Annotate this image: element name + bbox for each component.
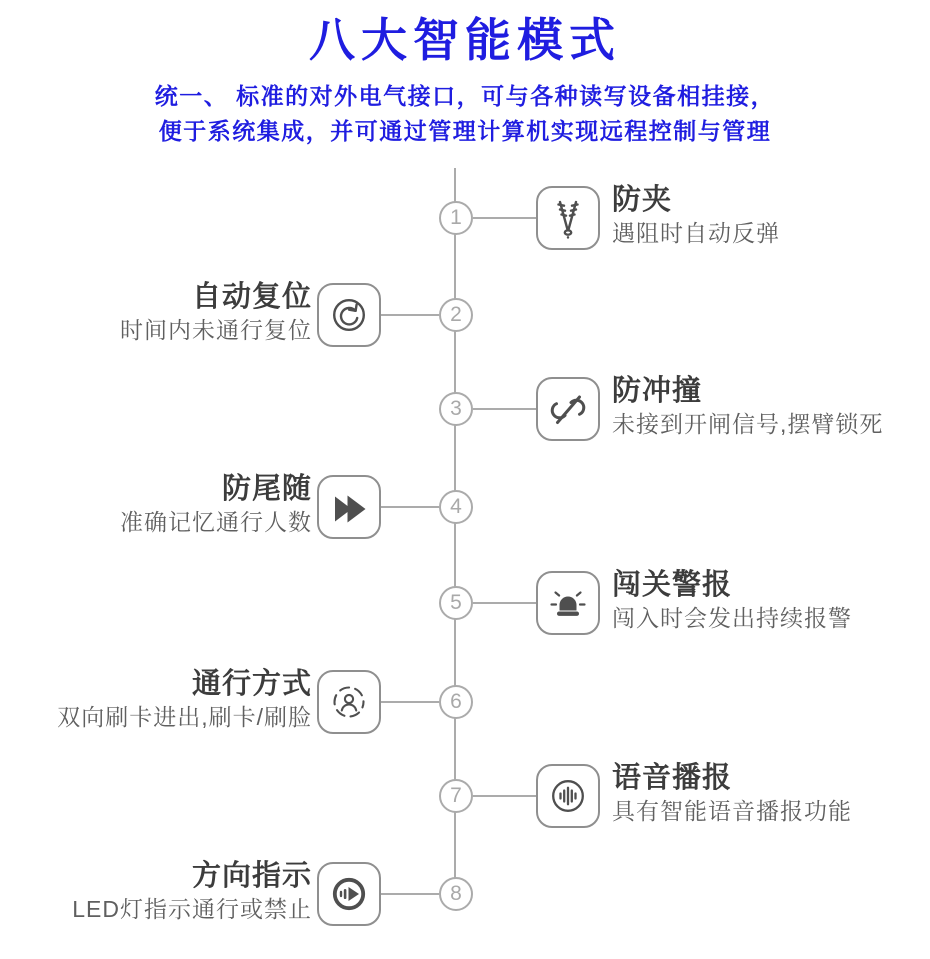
feature-desc: 未接到开闸信号,摆臂锁死 [612, 411, 884, 437]
step-number-badge [439, 685, 473, 719]
step-number: 4 [450, 495, 462, 518]
feature-item [612, 569, 852, 632]
feature-desc: LED灯指示通行或禁止 [72, 896, 312, 922]
reset-icon [317, 283, 381, 347]
feature-title: 防尾随 [221, 473, 312, 505]
connector-line [381, 893, 439, 895]
voice-wave-icon [536, 764, 600, 828]
step-number-badge [439, 298, 473, 332]
feature-item [612, 375, 883, 438]
connector-line [473, 408, 536, 410]
feature-desc: 遇阻时自动反弹 [612, 220, 780, 246]
feature-item [120, 281, 312, 344]
feature-item [612, 184, 780, 247]
step-number-badge [439, 877, 473, 911]
clamp-icon [536, 186, 600, 250]
feature-desc: 准确记忆通行人数 [120, 509, 312, 535]
feature-desc: 时间内未通行复位 [120, 317, 312, 343]
anti-collision-icon [536, 377, 600, 441]
subtitle-line-1: 统一、 标准的对外电气接口，可与各种读写设备相挂接， [154, 83, 776, 109]
connector-line [473, 795, 536, 797]
connector-line [473, 217, 536, 219]
step-number-badge [439, 586, 473, 620]
feature-title: 方向指示 [191, 860, 312, 892]
step-number-badge [439, 490, 473, 524]
step-number-badge [439, 201, 473, 235]
step-number: 6 [450, 690, 462, 713]
feature-title: 防夹 [612, 184, 673, 216]
feature-item [57, 668, 312, 731]
feature-item [120, 473, 312, 536]
feature-desc: 具有智能语音播报功能 [612, 798, 852, 824]
feature-title: 通行方式 [191, 668, 312, 700]
step-number: 8 [450, 882, 462, 905]
step-number-badge [439, 779, 473, 813]
feature-title: 闯关警报 [612, 569, 733, 601]
step-number: 7 [450, 784, 462, 807]
feature-item [612, 762, 852, 825]
feature-item [72, 860, 312, 923]
connector-line [381, 506, 439, 508]
step-number: 1 [450, 206, 462, 229]
feature-title: 自动复位 [191, 281, 312, 313]
connector-line [381, 701, 439, 703]
feature-title: 防冲撞 [612, 375, 703, 407]
direction-arrow-icon [317, 862, 381, 926]
fast-forward-icon [317, 475, 381, 539]
page-title: 八大智能模式 [309, 14, 621, 66]
step-number-badge [439, 392, 473, 426]
face-scan-icon [317, 670, 381, 734]
step-number: 2 [450, 303, 462, 326]
connector-line [381, 314, 439, 316]
step-number: 3 [450, 397, 462, 420]
feature-title: 语音播报 [612, 762, 733, 794]
step-number: 5 [450, 591, 462, 614]
feature-desc: 闯入时会发出持续报警 [612, 605, 852, 631]
feature-desc: 双向刷卡进出,刷卡/刷脸 [57, 704, 312, 730]
alarm-icon [536, 571, 600, 635]
subtitle-line-2: 便于系统集成，并可通过管理计算机实现远程控制与管理 [158, 118, 772, 144]
connector-line [473, 602, 536, 604]
